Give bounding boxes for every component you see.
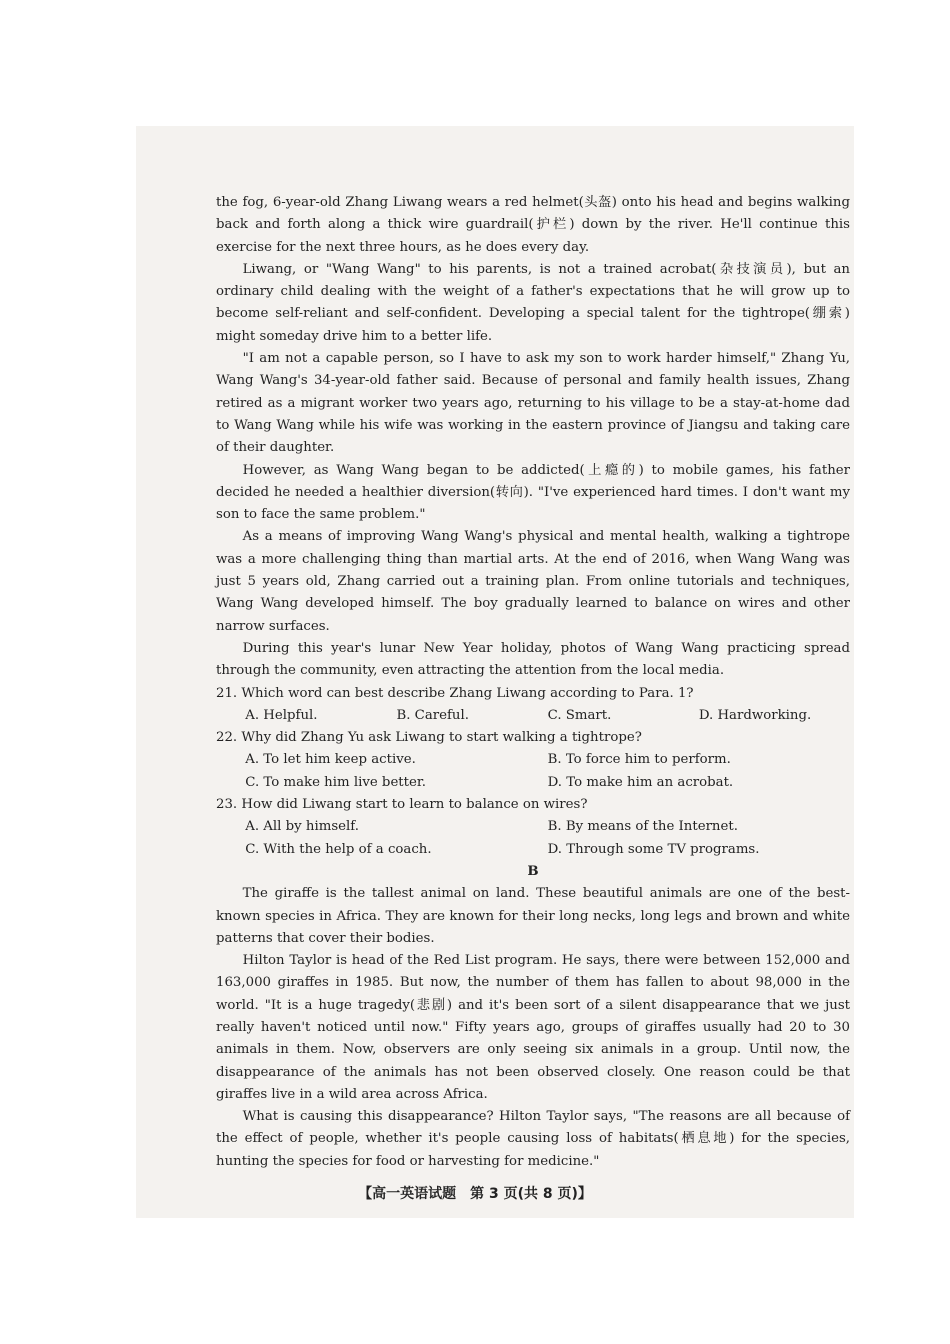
question-21-option-a: A. Helpful.: [245, 707, 318, 723]
question-21-stem: 21. Which word can best describe Zhang Liwang according to Para. 1?: [216, 685, 694, 701]
question-21-option-d: D. Hardworking.: [698, 707, 812, 723]
question-22-option-c: C. To make him live better.: [245, 774, 426, 790]
question-21-option-c: C. Smart.: [547, 707, 612, 723]
question-23-options-row-1: [216, 816, 850, 838]
passage-a-paragraph-6: During this year's lunar New Year holiday, photos of Wang Wang practicing spread through the community, even attracting the attention from the local media.: [216, 640, 850, 679]
exam-content: [216, 192, 850, 1173]
question-22-option-d: D. To make him an acrobat.: [547, 774, 734, 790]
passage-a-paragraph-4: However, as Wang Wang began to be addicted(上瘾的) to mobile games, his father decided he needed a healthier diversion(转向). "I've experienced hard times. I don't want my son to face the same problem.": [216, 462, 850, 523]
question-22-option-a: A. To let him keep active.: [245, 752, 416, 768]
question-23-option-c: C. With the help of a coach.: [245, 841, 432, 857]
page-footer: 【高一英语试题 第 3 页(共 8 页)】: [358, 1186, 592, 1202]
question-22-options-row-1: [216, 749, 850, 771]
question-22-option-b: B. To force him to perform.: [547, 752, 731, 768]
passage-b-paragraph-1: The giraffe is the tallest animal on land. These beautiful animals are one of the best-known species in Africa. They are known for their long necks, long legs and brown and white patterns that cover their bodies.: [216, 886, 850, 946]
passage-b-paragraph-2: Hilton Taylor is head of the Red List program. He says, there were between 152,000 and 163,000 giraffes in 1985. But now, the number of them has fallen to about 98,000 in the world. "It is a huge tragedy(悲剧) and it's been sort of a silent disappearance that we just really haven't noticed until now." Fifty years ago, groups of giraffes usually had 20 to 30 animals in them. Now, observers are only seeing six animals in a group. Until now, the disappearance of the animals has not been observed closely. One reason could be that giraffes live in a wild area across Africa.: [216, 953, 850, 1102]
passage-a-paragraph-2: Liwang, or "Wang Wang" to his parents, is not a trained acrobat(杂技演员), but an ordinary child dealing with the weight of a father's expectations that he will grow up to become self-reliant and self-confident. Developing a special talent for the tightrope(绷索) might someday drive him to a better life.: [216, 261, 850, 344]
question-21-option-b: B. Careful.: [396, 707, 469, 723]
question-22-options-row-2: [216, 772, 850, 794]
passage-a-paragraph-1: the fog, 6-year-old Zhang Liwang wears a red helmet(头盔) onto his head and begins walking back and forth along a thick wire guardrail(护栏) down by the river. He'll continue this exercise for the next three hours, as he does every day.: [216, 195, 850, 255]
question-22-stem: 22. Why did Zhang Yu ask Liwang to start walking a tightrope?: [216, 730, 642, 746]
passage-a-paragraph-5: As a means of improving Wang Wang's physical and mental health, walking a tightrope was a more challenging thing than martial arts. At the end of 2016, when Wang Wang was just 5 years old, Zhang carried out a training plan. From online tutorials and techniques, Wang Wang developed himself. The boy gradually learned to balance on wires and other narrow surfaces.: [216, 529, 850, 634]
question-23-stem: 23. How did Liwang start to learn to balance on wires?: [216, 797, 588, 813]
section-b-heading: B: [527, 863, 539, 879]
question-23-option-d: D. Through some TV programs.: [547, 841, 760, 857]
question-23-option-b: B. By means of the Internet.: [547, 819, 738, 835]
question-21-options: [216, 705, 850, 727]
passage-b-paragraph-3: What is causing this disappearance? Hilton Taylor says, "The reasons are all because of the effect of people, whether it's people causing loss of habitats(栖息地) for the species, hunting the species for food or harvesting for medicine.": [216, 1109, 850, 1169]
passage-a-paragraph-3: "I am not a capable person, so I have to ask my son to work harder himself," Zhang Yu, Wang Wang's 34-year-old father said. Because of personal and family health issues, Zhang retired as a migrant worker two years ago, returning to his village to be a stay-at-home dad to Wang Wang while his wife was working in the eastern province of Jiangsu and taking care of their daughter.: [216, 351, 850, 456]
question-23-options-row-2: [216, 839, 850, 861]
question-23-option-a: A. All by himself.: [245, 819, 359, 835]
